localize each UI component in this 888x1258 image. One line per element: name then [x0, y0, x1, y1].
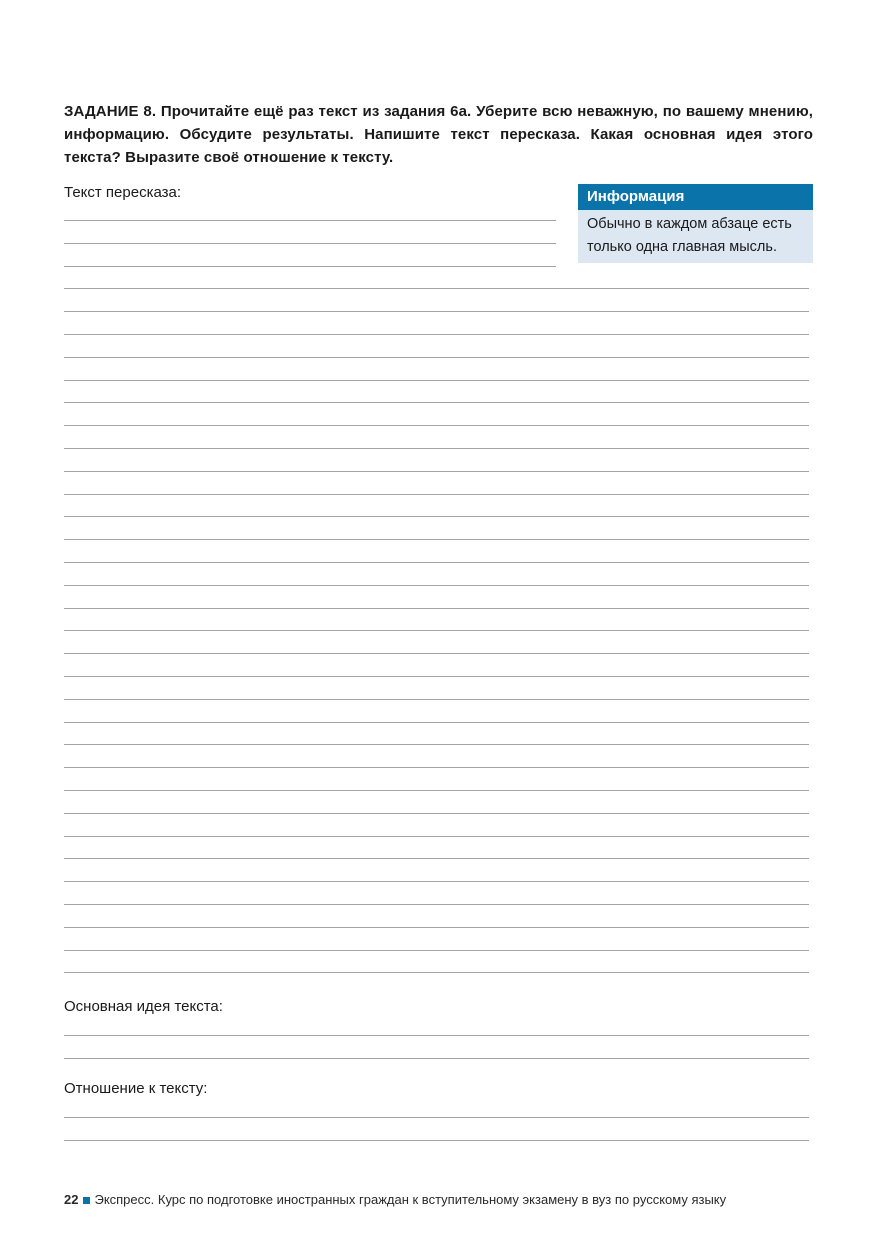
retelling-label: Текст пересказа:	[64, 184, 182, 201]
attitude-label: Отношение к тексту:	[64, 1080, 208, 1097]
writing-line	[64, 334, 809, 335]
writing-line	[64, 608, 809, 609]
writing-line	[64, 380, 809, 381]
writing-line	[64, 357, 809, 358]
writing-line	[64, 1117, 809, 1118]
writing-line	[64, 220, 556, 221]
writing-line	[64, 402, 809, 403]
info-box-title: Информация	[578, 184, 813, 210]
writing-line	[64, 425, 809, 426]
writing-line	[64, 243, 556, 244]
page-footer	[64, 1191, 726, 1209]
writing-line	[64, 813, 809, 814]
task-instruction: ЗАДАНИЕ 8. Прочитайте ещё раз текст из задания 6а. Уберите всю неважную, по вашему мнению, информацию. Обсудите результаты. Напишите текст пересказа. Какая основная идея этого текста? Выразите своё отношение к тексту.	[64, 103, 813, 166]
writing-line	[64, 585, 809, 586]
writing-line	[64, 448, 809, 449]
writing-line	[64, 972, 809, 973]
writing-line	[64, 722, 809, 723]
writing-line	[64, 1140, 809, 1141]
book-title: Экспресс. Курс по подготовке иностранных граждан к вступительному экзамену в вуз по русскому языку	[94, 1192, 727, 1207]
writing-line	[64, 790, 809, 791]
writing-line	[64, 881, 809, 882]
writing-line	[64, 539, 809, 540]
footer-square-icon	[83, 1197, 90, 1204]
writing-line	[64, 471, 809, 472]
writing-line	[64, 1058, 809, 1059]
writing-line	[64, 744, 809, 745]
writing-line	[64, 676, 809, 677]
writing-line	[64, 630, 809, 631]
writing-line	[64, 516, 809, 517]
writing-line	[64, 767, 809, 768]
main-idea-label: Основная идея текста:	[64, 998, 223, 1015]
writing-line	[64, 562, 809, 563]
info-box-text: Обычно в каждом абзаце есть только одна главная мысль.	[587, 216, 792, 255]
page-number: 22	[64, 1192, 79, 1207]
info-box	[578, 184, 813, 263]
writing-line	[64, 288, 809, 289]
writing-line	[64, 836, 809, 837]
writing-line	[64, 494, 809, 495]
writing-line	[64, 311, 809, 312]
writing-line	[64, 858, 809, 859]
writing-line	[64, 950, 809, 951]
writing-line	[64, 904, 809, 905]
writing-line	[64, 653, 809, 654]
writing-line	[64, 699, 809, 700]
writing-line	[64, 927, 809, 928]
writing-line	[64, 1035, 809, 1036]
writing-line	[64, 266, 556, 267]
